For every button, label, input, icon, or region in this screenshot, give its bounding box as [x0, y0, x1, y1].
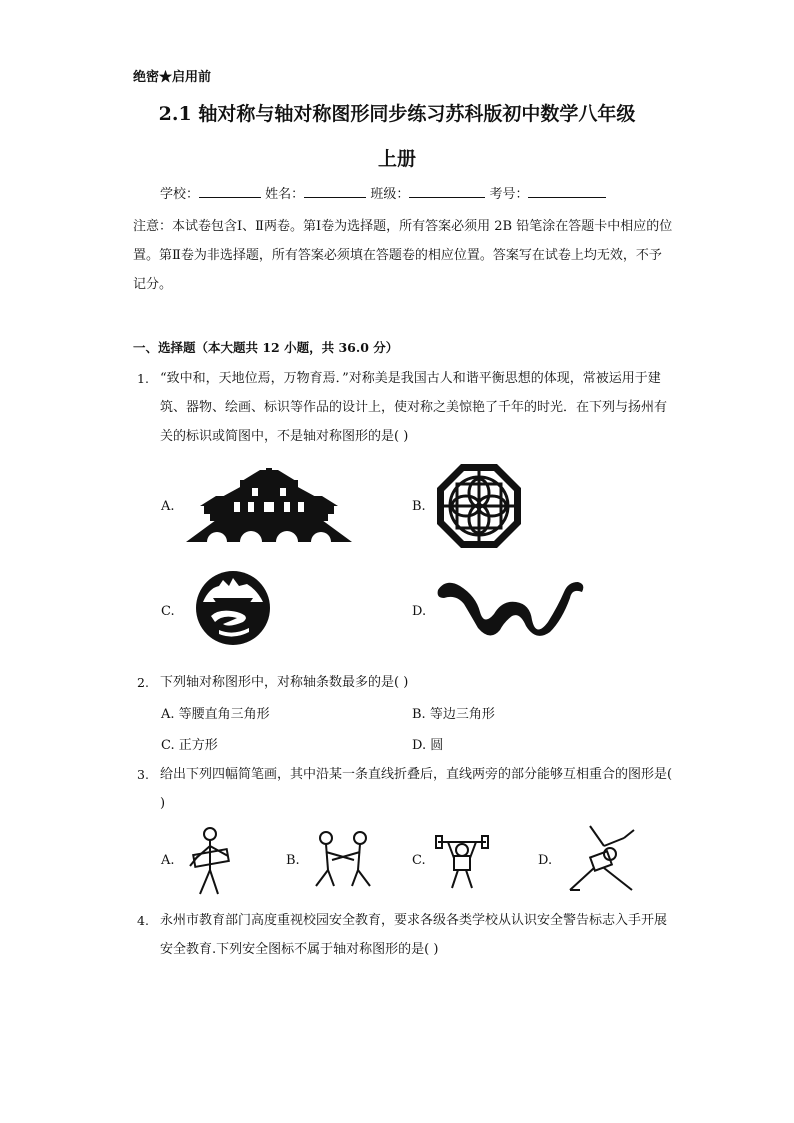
pavilion-bridge-icon	[186, 468, 352, 544]
option-text: 等腰直角三角形	[178, 707, 270, 722]
page-title-line2: 上册	[377, 148, 416, 170]
option-label[interactable]: C.	[161, 604, 175, 619]
name-blank[interactable]	[304, 185, 366, 198]
option-label[interactable]: B.	[412, 499, 426, 514]
option-label: D.	[412, 738, 427, 753]
option-label: B.	[412, 707, 426, 722]
circle-emblem-icon	[193, 566, 273, 650]
secret-label: 绝密★启用前	[133, 70, 212, 85]
section-title: 一、选择题（本大题共 12 小题，共 36.0 分）	[133, 340, 399, 355]
stick-figure-jumping-icon	[564, 824, 640, 896]
option-label: A.	[161, 707, 175, 722]
question-number: 4.	[137, 913, 149, 928]
option-d[interactable]	[412, 734, 443, 753]
wave-shape-icon	[436, 576, 586, 640]
page-title: 2.1 轴对称与轴对称图形同步练习苏科版初中数学八年级	[158, 103, 636, 125]
school-blank[interactable]	[199, 185, 261, 198]
option-label[interactable]: B.	[286, 853, 300, 868]
option-label[interactable]: D.	[412, 604, 427, 619]
question-number: 1.	[137, 371, 149, 386]
question-text: 下列轴对称图形中，对称轴条数最多的是( )	[160, 675, 409, 690]
question-text: “致中和，天地位焉，万物育焉．”对称美是我国古人和谐平衡思想的体现，常被运用于建筑、器物、绘画、标识等作品的设计上，使对称之美惊艳了千年的时光．在下列与扬州有关的标识或简图中，不是轴对称图形的是( )	[160, 371, 668, 444]
class-label: 班级：	[370, 187, 410, 202]
question-text: 给出下列四幅简笔画，其中沿某一条直线折叠后，直线两旁的部分能够互相重合的图形是( )	[160, 767, 673, 811]
stick-figure-drum-icon	[182, 826, 238, 896]
exam-no-blank[interactable]	[528, 185, 606, 198]
exam-note: 注意：本试卷包含Ⅰ、Ⅱ两卷。第Ⅰ卷为选择题，所有答案必须用 2B 铅笔涂在答题卡中相应的位置。第Ⅱ卷为非选择题，所有答案必须填在答题卷的相应位置。答案写在试卷上均无效，不予记分。	[133, 219, 673, 292]
option-label[interactable]: D.	[538, 853, 553, 868]
option-label: C.	[161, 738, 175, 753]
option-text: 正方形	[178, 738, 218, 753]
option-a[interactable]	[161, 703, 270, 722]
name-label: 姓名：	[265, 187, 305, 202]
option-label[interactable]: A.	[161, 499, 175, 514]
octagon-window-icon	[436, 463, 522, 549]
option-text: 圆	[430, 738, 444, 753]
exam-no-label: 考号：	[489, 187, 529, 202]
question-number: 2.	[137, 675, 149, 690]
option-label[interactable]: C.	[412, 853, 426, 868]
stick-figures-wrestling-icon	[310, 830, 376, 890]
stick-figure-weightlifting-icon	[434, 830, 490, 890]
option-c[interactable]	[161, 734, 218, 753]
option-label[interactable]: A.	[161, 853, 175, 868]
school-label: 学校：	[160, 187, 200, 202]
option-b[interactable]	[412, 703, 495, 722]
option-text: 等边三角形	[429, 707, 495, 722]
question-text: 永州市教育部门高度重视校园安全教育，要求各级各类学校从认识安全警告标志入手开展安全教育.下列安全图标不属于轴对称图形的是( )	[160, 913, 668, 957]
question-number: 3.	[137, 767, 149, 782]
student-info-line	[160, 183, 606, 202]
class-blank[interactable]	[409, 185, 485, 198]
